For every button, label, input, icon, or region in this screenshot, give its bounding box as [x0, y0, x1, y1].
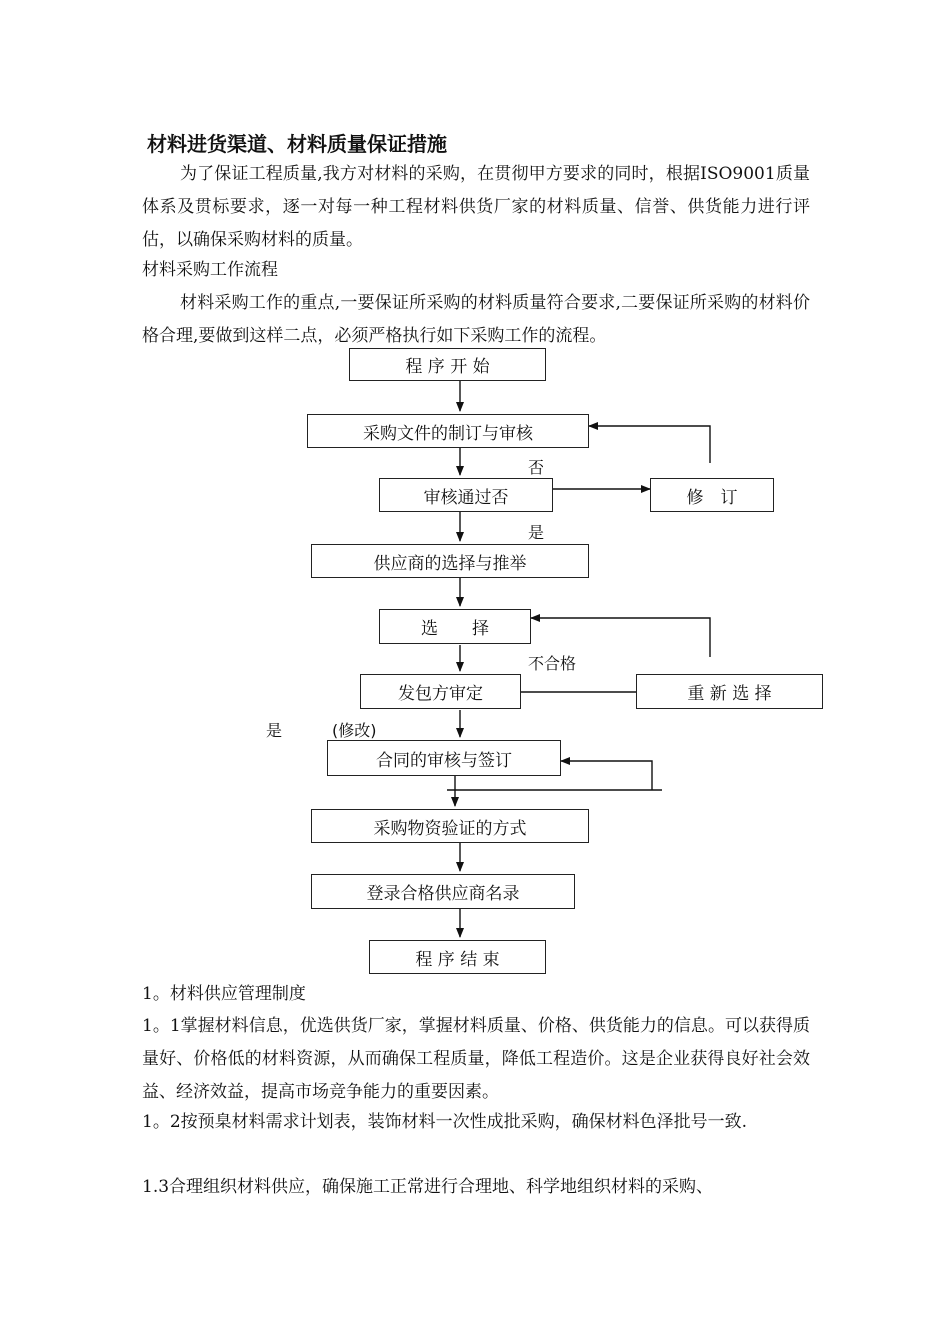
section-1-title: 1。材料供应管理制度: [142, 984, 306, 1004]
flow-end-box: 程 序 结 束: [369, 940, 546, 974]
label-no: 否: [528, 458, 545, 477]
section-1-3: 1.3合理组织材料供应，确保施工正常进行合理地、科学地组织材料的采购、: [142, 1177, 714, 1197]
revise-loop: [589, 426, 710, 463]
flow-intro-paragraph: 材料采购工作的重点,一要保证所采购的材料质量符合要求,二要保证所采购的材料价格合理,要做到这样二点，必须严格执行如下采购工作的流程。: [142, 293, 810, 346]
flow-draft-review-box: 采购文件的制订与审核: [307, 414, 589, 448]
flow-register-box: 登录合格供应商名录: [311, 874, 575, 909]
flow-revise-box: 修 订: [650, 478, 774, 512]
label-yes: 是: [528, 523, 545, 542]
document-title: 材料进货渠道、材料质量保证措施: [147, 132, 447, 156]
flow-choose-box: 选 择: [379, 609, 531, 644]
flow-approved-question-box: 审核通过否: [379, 478, 553, 512]
label-fail: 不合格: [528, 654, 577, 673]
section-1-2: 1。2按预臬材料需求计划表，装饰材料一次性成批采购，确保材料色泽批号一致.: [142, 1112, 748, 1132]
flow-reselect-box: 重 新 选 择: [636, 674, 823, 709]
intro-paragraph: 为了保证工程质量,我方对材料的采购，在贯彻甲方要求的同时，根据ISO9001质量体系及贯标要求，逐一对每一种工程材料供货厂家的材料质量、信誉、供货能力进行评估，以确保采购材料的质量。: [142, 164, 810, 250]
flow-contract-review-box: 合同的审核与签订: [327, 740, 561, 776]
section-1-1: 1。1掌握材料信息，优选供货厂家，掌握材料质量、价格、供货能力的信息。可以获得质量好、价格低的材料资源，从而确保工程质量，降低工程造价。这是企业获得良好社会效益、经济效益，提高市场竞争能力的重要因素。: [142, 1016, 810, 1102]
flow-inspection-box: 采购物资验证的方式: [311, 809, 589, 843]
flow-start-box: 程 序 开 始: [349, 348, 546, 381]
flow-contractor-review-box: 发包方审定: [360, 674, 521, 709]
flow-supplier-select-box: 供应商的选择与推举: [311, 544, 589, 578]
contract-loop: [561, 761, 652, 790]
section-heading: 材料采购工作流程: [142, 260, 278, 280]
label-modify: (修改): [332, 721, 377, 740]
label-yes-left: 是: [266, 721, 283, 740]
